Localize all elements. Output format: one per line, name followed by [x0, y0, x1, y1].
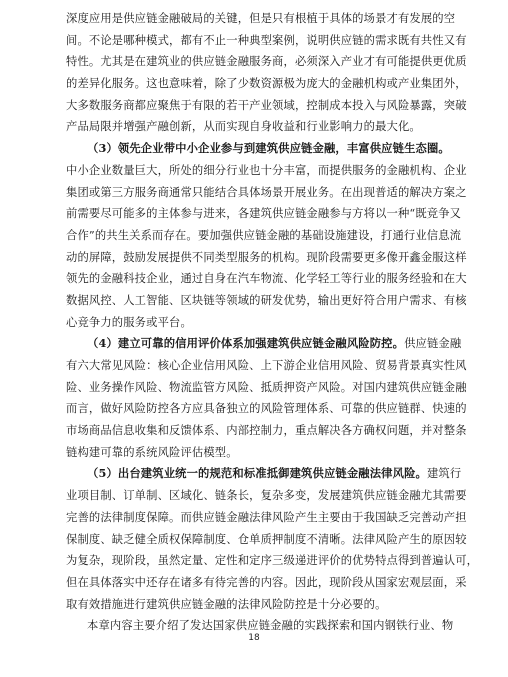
text-line: 但在具体落实中还存在诸多有待完善的内容。因此，现阶段从国家宏观层面，采 [66, 575, 467, 589]
text-line: 前需要尽可能多的主体参与进来，各建筑供应链金融参与方将以一种“既竞争又 [66, 207, 462, 221]
text-line: 有六大常见风险：核心企业信用风险、上下游企业信用风险、贸易背景真实性风 [66, 359, 467, 372]
text-line: 而言，做好风险防控各方应具备独立的风险管理体系、可靠的供应链群、快速的 [66, 402, 467, 416]
text-line: 市场商品信息收集和反馈体系、内部控制力，重点解决各方确权问题，并对整条 [66, 424, 467, 438]
text-line: 深度应用是供应链金融破局的关键，但是只有根植于具体的场景才有发展的空 [66, 12, 456, 25]
text-line: 取有效措施进行建筑供应链金融的法律风险防控是十分必要的。 [66, 597, 387, 611]
text-line: 的差异化服务。这也意味着，除了少数资源极为庞大的金融机构或产业集团外， [66, 77, 467, 91]
text-line: 险、业务操作风险、物流监管方风险、抵质押资产风险。对国内建筑供应链金融 [66, 380, 467, 394]
section-heading-4: （4）建立可靠的信用评价体系加强建筑供应链金融风险防控。 [87, 336, 405, 351]
text-line: 动的屏障，鼓励发展提供不同类型服务的机构。现阶段需要更多像开鑫金服这样 [66, 250, 467, 264]
text-line: 心竞争力的服务或平台。 [66, 315, 192, 329]
text-line: 业项目制、订单制、区域化、链条长，复杂多变，发展建筑供应链金融尤其需要 [66, 489, 467, 503]
text-line: 链构建可靠的系统风险评估模型。 [66, 445, 238, 459]
text-line: 中小企业数量巨大，所处的细分行业也十分丰富，而提供服务的金融机构、企业 [66, 163, 467, 177]
text-line: 为复杂，现阶段，虽然定量、定性和定序三级递进评价的优势特点得到普遍认可， [66, 554, 479, 568]
paragraph-item-3 [66, 138, 467, 333]
text-line: 数据风控、人工智能、区块链等领域的研发优势，输出更好符合用户需求、有核 [66, 293, 467, 307]
heading-tail-text: 建筑行 [426, 467, 462, 481]
text-line: 集团或第三方服务商通常只能结合具体场景开展业务。在出现普适的解决方案之 [66, 185, 467, 199]
text-line [66, 138, 450, 160]
document-page [66, 8, 479, 637]
text-line: 大多数服务商都应聚焦于有限的若干产业领域，控制成本投入与风险暴露，突破 [66, 98, 467, 112]
text-line: 完善的法律制度保障。而供应链金融法律风险产生主要由于我国缺乏完善动产担 [66, 510, 467, 524]
paragraph-item-4 [66, 333, 467, 463]
text-line: 本章内容主要介绍了发达国家供应链金融的实践探索和国内钢铁行业、物 [87, 619, 454, 633]
text-line [66, 463, 462, 485]
page-number: 18 [248, 633, 260, 643]
section-heading-3: （3）领先企业带中小企业参与到建筑供应链金融，丰富供应链生态圈。 [87, 141, 450, 156]
text-line: 产品局限并增强产融创新，从而实现自身收益和行业影响力的最大化。 [66, 120, 421, 134]
text-line: 保制度、缺乏健全质权保障制度、仓单质押制度不清晰。法律风险产生的原因较 [66, 532, 467, 546]
paragraph-intro [66, 8, 467, 138]
text-line: 领先的金融科技企业，通过自身在汽车物流、化学轻工等行业的服务经验和在大 [66, 272, 467, 286]
text-line [66, 333, 462, 355]
paragraph-item-5 [66, 463, 479, 615]
text-line: 合作”的共生关系而存在。要加强供应链金融的基础设施建设，打通行业信息流 [66, 228, 462, 242]
section-heading-5: （5）出台建筑业统一的规范和标准抵御建筑供应链金融法律风险。 [87, 466, 427, 481]
text-line: 间。不论是哪种模式，都有不止一种典型案例，说明供应链的需求既有共性又有 [66, 33, 467, 47]
text-line: 特性。尤其是在建筑业的供应链金融服务商，必须深入产业才有可能提供更优质 [66, 55, 467, 69]
heading-tail-text: 供应链金融 [404, 337, 462, 351]
